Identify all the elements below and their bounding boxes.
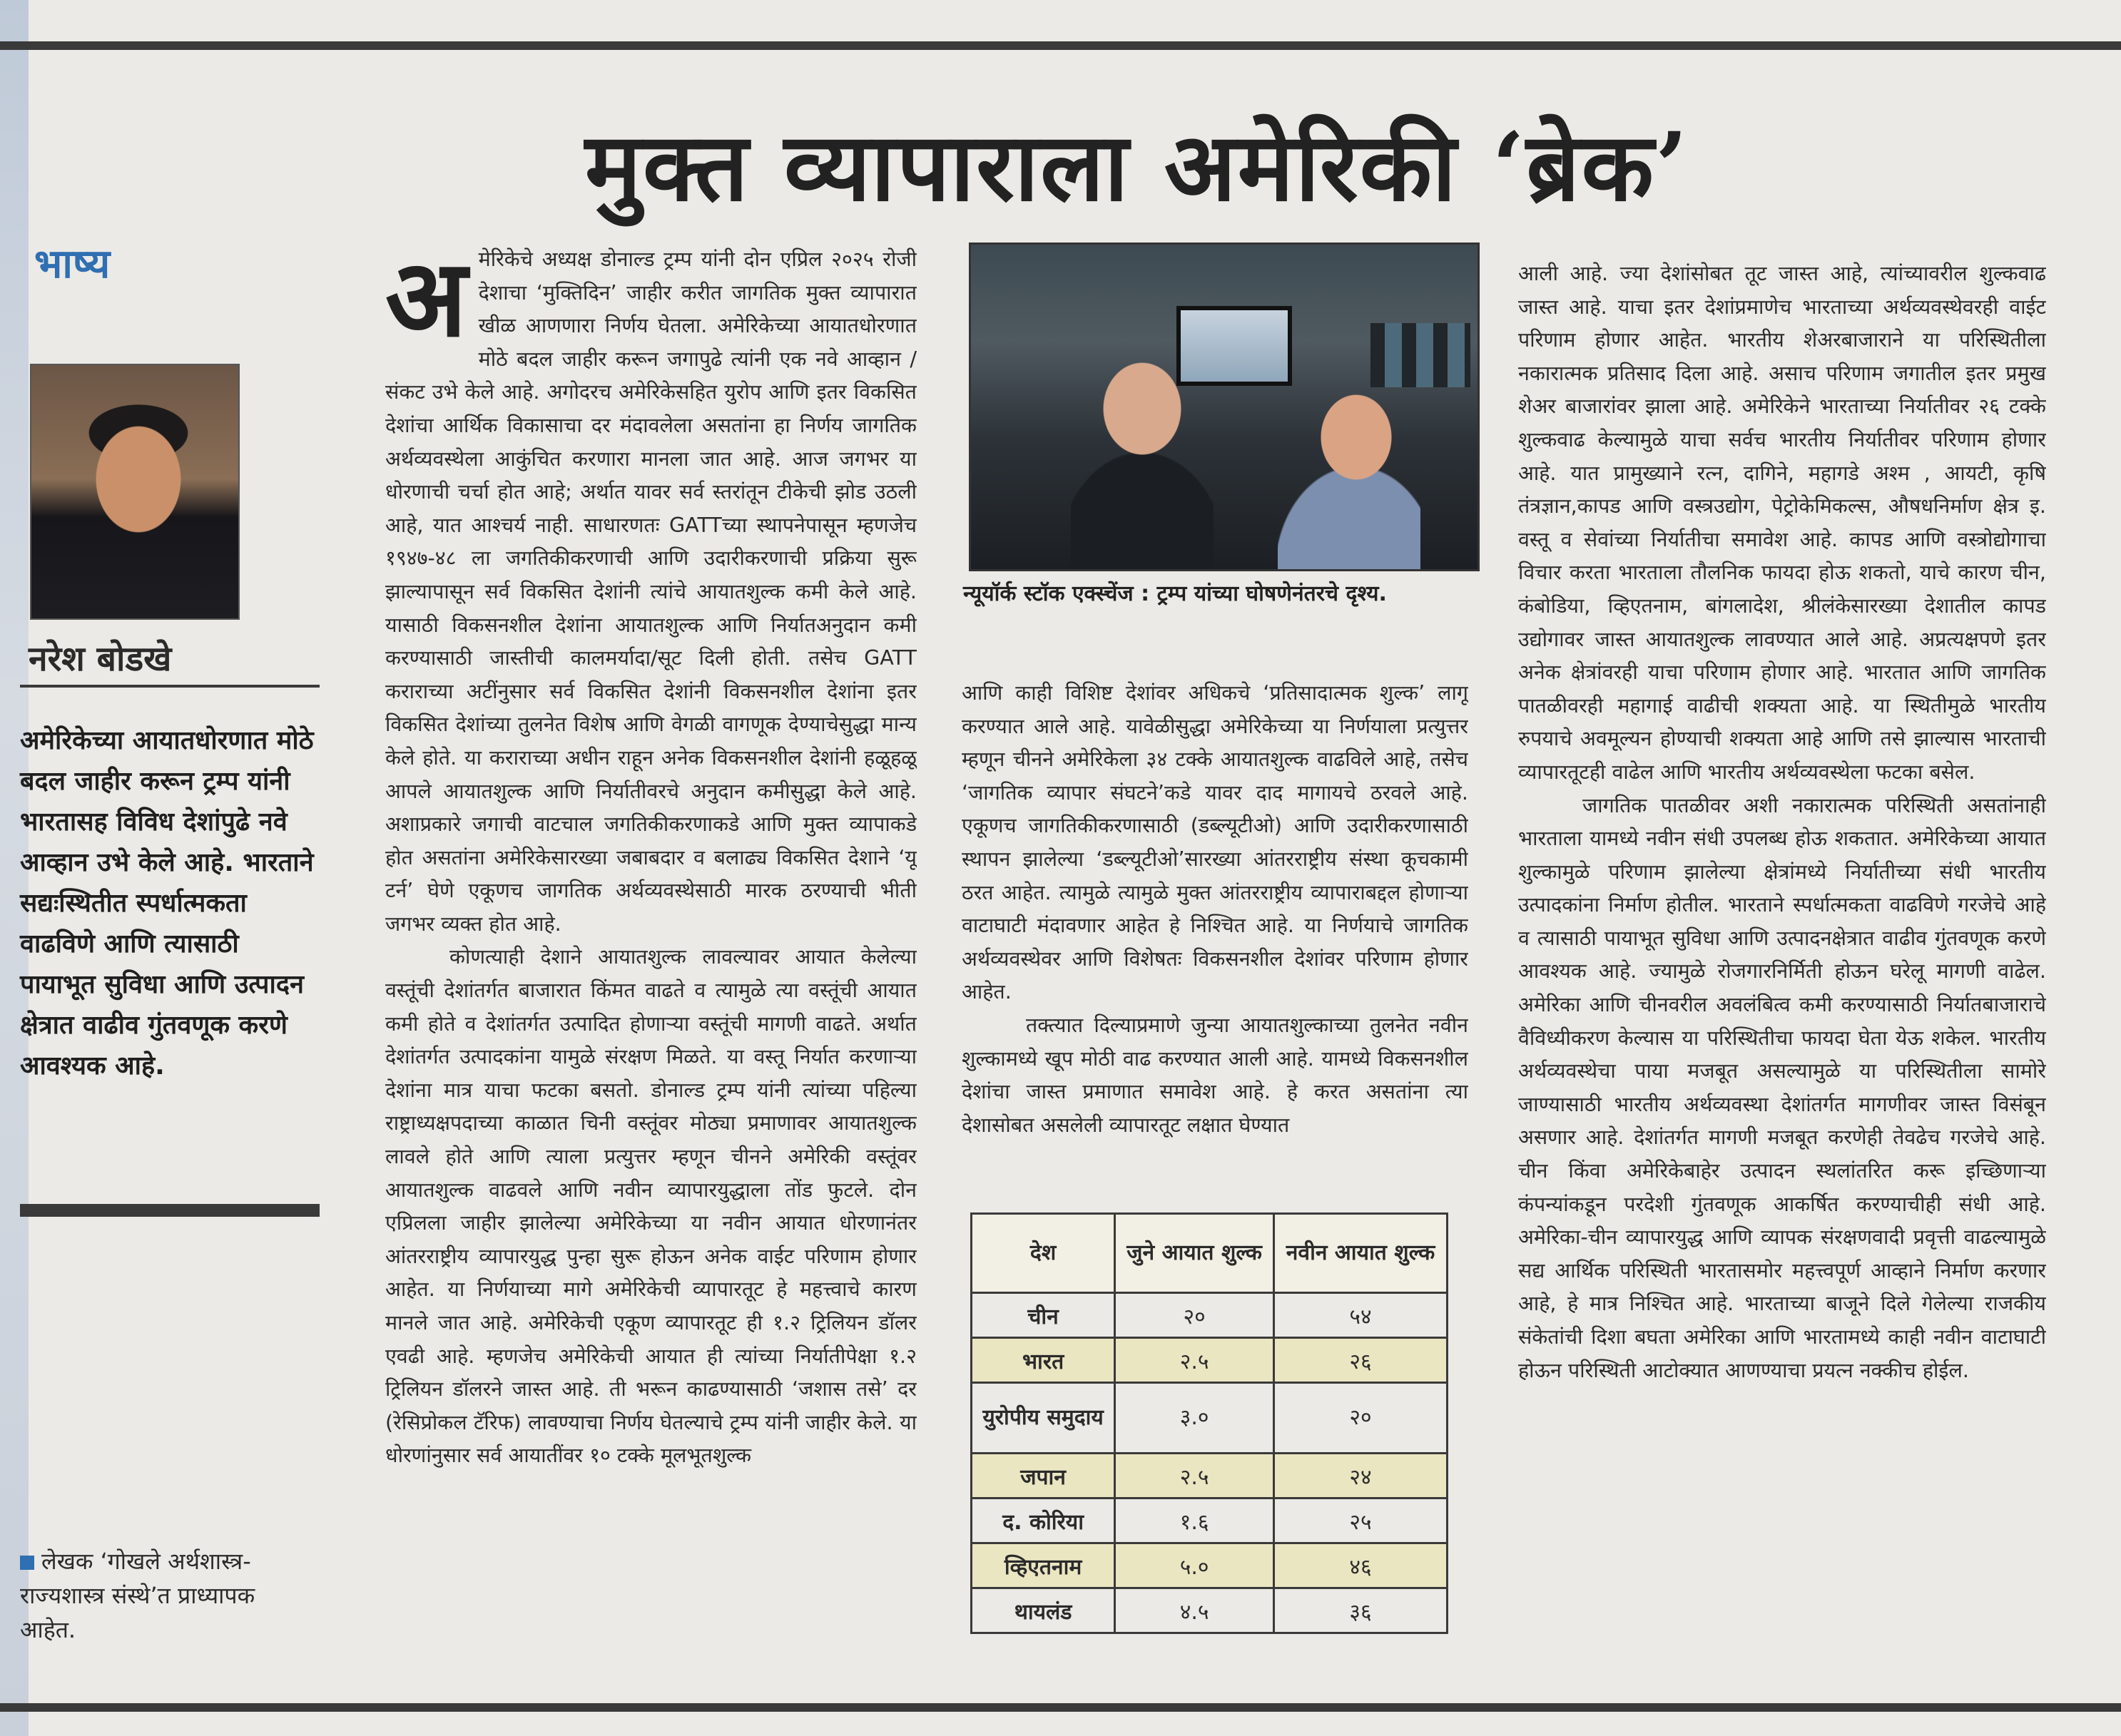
col2-paragraph-1: आणि काही विशिष्ट देशांवर अधिकचे ‘प्रतिसादात्मक शुल्क’ लागू करण्यात आले आहे. यावेळीसुद्धा अमेरिकेच्या या निर्णयाला प्रत्युत्तर म्हणून चीनने अमेरिकेला ३४ टक्के आयातशुल्क वाढविले आहे, तसेच ‘जागतिक व्यापार संघटने’कडे यावर दाद मागायचे ठरवले आहे. एकूणच जागतिकीकरणासाठी (डब्ल्यूटीओ) आणि उदारीकरणासाठी स्थापन झालेल्या ‘डब्ल्यूटीओ’सारख्या आंतरराष्ट्रीय संस्था कूचकामी ठरत आहेत. त्यामुळे त्यामुळे मुक्त आंतरराष्ट्रीय व्यापाराबद्दल होणाऱ्या वाटाघाटी मंदावणार आहेत हे निश्चित आहे. या निर्णयाचे जागतिक अर्थव्यवस्थेवर आणि विशेषतः विकसनशील देशांवर परिणाम होणार आहेत.: [962, 680, 1468, 1004]
header-new-tariff: नवीन आयात शुल्क: [1274, 1214, 1448, 1293]
header-old-tariff: जुने आयात शुल्क: [1115, 1214, 1274, 1293]
stock-exchange-photo: [969, 242, 1480, 571]
cell-country: द. कोरिया: [972, 1498, 1115, 1543]
cell-old: २.५: [1115, 1454, 1274, 1498]
bullet-square-icon: [20, 1556, 34, 1570]
top-rule: [0, 41, 2121, 50]
article-column-1: [385, 242, 917, 1690]
cell-new: २५: [1274, 1498, 1448, 1543]
author-divider: [20, 685, 320, 688]
cell-country: जपान: [972, 1454, 1115, 1498]
table-row: [972, 1293, 1448, 1338]
section-label: भाष्य: [34, 241, 111, 287]
table-row: [972, 1543, 1448, 1588]
cell-country: व्हिएतनाम: [972, 1543, 1115, 1588]
bottom-rule: [0, 1703, 2121, 1712]
article-column-2: [962, 676, 1468, 1175]
table-row: [972, 1454, 1448, 1498]
table-row: [972, 1383, 1448, 1454]
cell-old: २०: [1115, 1293, 1274, 1338]
col1-paragraph-1: मेरिकेचे अध्यक्ष डोनाल्ड ट्रम्प यांनी दोन एप्रिल २०२५ रोजी देशाचा ‘मुक्तिदिन’ जाहीर करीत जागतिक मुक्त व्यापारात खीळ आणणारा निर्णय घेतला. अमेरिकेच्या आयातधोरणात मोठे बदल जाहीर करून जगापुढे त्यांनी एक नवे आव्हान / संकट उभे केले आहे. अगोदरच अमेरिकेसहित युरोप आणि इतर विकसित देशांचा आर्थिक विकासाचा दर मंदावलेला असतांना हा निर्णय जागतिक अर्थव्यवस्थेला आकुंचित करणारा मानला जात आहे. आज जगभर या धोरणाची चर्चा होत आहे; अर्थात यावर सर्व स्तरांतून टीकेची झोड उठली आहे, यात आश्चर्य नाही. साधारणतः GATTच्या स्थापनेपासून म्हणजेच १९४७-४८ ला जगतिकीकरणाची आणि उदारीकरणाची प्रक्रिया सुरू झाल्यापासून सर्व विकसित देशांनी त्यांचे आयातशुल्क कमी केले आहे. यासाठी विकसनशील देशांना आयातशुल्क आणि निर्यातअनुदान कमी करण्यासाठी जास्तीची कालमर्यादा/सूट दिली होती. तसेच GATT कराराच्या अटींनुसार सर्व विकसित देशांनी विकसनशील देशांना इतर विकसित देशांच्या तुलनेत विशेष आणि वेगळी वागणूक देण्याचेसुद्धा मान्य केले होते. या कराराच्या अधीन राहून अनेक विकसनशील देशांनी हळूहळू आपले आयातशुल्क आणि निर्यातीवरचे अनुदान कमीसुद्धा केले आहे. अशाप्रकारे जगाची वाटचाल जगतिकीकरणाकडे आणि मुक्त व्यापाकडे होत असतांना अमेरिकेसारख्या जबाबदार व बलाढ्य विकसित देशाने ‘यू टर्न’ घेणे एकूणच जागतिक अर्थव्यवस्थेसाठी मारक ठरण्याची भीती जगभर व्यक्त होत आहे.: [385, 247, 917, 936]
cell-new: ४६: [1274, 1543, 1448, 1588]
cell-old: ५.०: [1115, 1543, 1274, 1588]
quote-divider: [20, 1204, 320, 1217]
header-country: देश: [972, 1214, 1115, 1293]
cell-old: ३.०: [1115, 1383, 1274, 1454]
cell-country: युरोपीय समुदाय: [972, 1383, 1115, 1454]
tariff-table-container: [970, 1212, 1448, 1634]
trading-screens-image: [1370, 323, 1470, 387]
cell-old: २.५: [1115, 1338, 1274, 1383]
cell-new: २०: [1274, 1383, 1448, 1454]
cell-new: ३६: [1274, 1588, 1448, 1633]
table-row: [972, 1588, 1448, 1633]
table-row: [972, 1498, 1448, 1543]
cell-new: २४: [1274, 1454, 1448, 1498]
tariff-table: [970, 1212, 1448, 1634]
trader-figure-2: [1278, 387, 1420, 569]
author-note: [20, 1544, 305, 1647]
col3-paragraph-1: आली आहे. ज्या देशांसोबत तूट जास्त आहे, त्यांच्यावरील शुल्कवाढ जास्त आहे. याचा इतर देशांप्रमाणेच भारताच्या अर्थव्यवस्थेवरही वाईट परिणाम होणार आहेत. भारतीय शेअरबाजाराने या परिस्थितीला नकारात्मक प्रतिसाद दिला आहे. असाच परिणाम जगातील इतर प्रमुख शेअर बाजारांवर झाला आहे. अमेरिकेने भारताच्या निर्यातीवर २६ टक्के शुल्कवाढ केल्यामुळे याचा सर्वच भारतीय निर्यातीवर परिणाम होणार आहे. यात प्रामुख्याने रत्न, दागिने, महागडे अश्म , आयटी, कृषि तंत्रज्ञान,कापड आणि वस्त्रउद्योग, पेट्रोकेमिकल्स, औषधनिर्माण क्षेत्र इ. वस्तू व सेवांच्या निर्यातीचा समावेश आहे. कापड आणि वस्त्रोद्योगाचा विचार करता भारताला तौलनिक फायदा होऊ शकतो, याचे कारण चीन, कंबोडिया, व्हिएतनाम, बांगलादेश, श्रीलंकेसारख्या देशातील कापड उद्योगावर जास्त आयातशुल्क लावण्यात आले आहे. अप्रत्यक्षपणे इतर अनेक क्षेत्रांवरही याचा परिणाम होणार आहे. भारतात आणि जागतिक पातळीवरही महागाई वाढीची शक्यता आहे. या स्थितीमुळे भारतीय रुपयाचे अवमूल्यन होण्याची शक्यता आहे आणि तसे झाल्यास भारताची व्यापारतूटही वाढेल आणि भारतीय अर्थव्यवस्थेला फटका बसेल.: [1518, 261, 2046, 784]
col1-paragraph-2: कोणत्याही देशाने आयातशुल्क लावल्यावर आयात केलेल्या वस्तूंची देशांतर्गत बाजारात किंमत वाढते व त्यामुळे त्या वस्तूंची आयात कमी होते व देशांतर्गत उत्पादित होणाऱ्या वस्तूंची मागणी वाढते. अर्थात देशांतर्गत उत्पादकांना यामुळे संरक्षण मिळते. या वस्तू निर्यात करणाऱ्या देशांना मात्र याचा फटका बसतो. डोनाल्ड ट्रम्प यांनी त्यांच्या पहिल्या राष्ट्राध्यक्षपदाच्या काळात चिनी वस्तूंवर मोठ्या प्रमाणावर आयातशुल्क लावले होते आणि त्याला प्रत्युत्तर म्हणून चीनने अमेरिकी वस्तूंवर आयातशुल्क वाढवले आणि नवीन व्यापारयुद्धाला तोंड फुटले. दोन एप्रिलला जाहीर झालेल्या अमेरिकेच्या या नवीन आयात धोरणानंतर आंतरराष्ट्रीय व्यापारयुद्ध पुन्हा सुरू होऊन अनेक वाईट परिणाम होणार आहेत. या निर्णयाच्या मागे अमेरिकेची व्यापारतूट हे महत्त्वाचे कारण मानले जात आहे. अमेरिकेची एकूण व्यापारतूट ही १.२ ट्रिलियन डॉलर एवढी आहे. म्हणजेच अमेरिकेची आयात ही त्यांच्या निर्यातीपेक्षा १.२ ट्रिलियन डॉलरने जास्त आहे. ती भरून काढण्यासाठी ‘जशास तसे’ दर (रेसिप्रोकल टॅरिफ) लावण्याचा निर्णय घेतल्याचे ट्रम्प यांनी जाहीर केले. या धोरणांनुसार सर्व आयातींवर १० टक्के मूलभूतशुल्क: [385, 944, 917, 1468]
trader-figure-1: [1071, 352, 1214, 569]
headline: मुक्त व्यापाराला अमेरिकी ‘ब्रेक’: [585, 112, 1689, 223]
pull-quote: अमेरिकेच्या आयातधोरणात मोठे बदल जाहीर करून ट्रम्प यांनी भारतासह विविध देशांपुढे नवे आव्हान उभे केले आहे. भारताने सद्यःस्थितीत स्पर्धात्मकता वाढविणे आणि त्यासाठी पायाभूत सुविधा आणि उत्पादन क्षेत्रात वाढीव गुंतवणूक करणे आवश्यक आहे.: [20, 726, 314, 1081]
cell-new: ५४: [1274, 1293, 1448, 1338]
article-column-3: [1518, 257, 2046, 1683]
cell-old: १.६: [1115, 1498, 1274, 1543]
table-row: [972, 1338, 1448, 1383]
drop-cap: अ: [385, 242, 467, 361]
cell-country: थायलंड: [972, 1588, 1115, 1633]
cell-country: चीन: [972, 1293, 1115, 1338]
table-header-row: [972, 1214, 1448, 1293]
author-name: नरेश बोडखे: [29, 639, 172, 679]
cell-old: ४.५: [1115, 1588, 1274, 1633]
col2-paragraph-2: तक्त्यात दिल्याप्रमाणे जुन्या आयातशुल्काच्या तुलनेत नवीन शुल्कामध्ये खूप मोठी वाढ करण्यात आली आहे. यामध्ये विकसनशील देशांचा जास्त प्रमाणात समावेश आहे. हे करत असतांना त्या देशासोबत असलेली व्यापारतूट लक्षात घेण्यात: [962, 1012, 1468, 1137]
cell-country: भारत: [972, 1338, 1115, 1383]
author-photo: [30, 364, 240, 620]
author-note-text: लेखक ‘गोखले अर्थशास्त्र-राज्यशास्त्र संस्थे’त प्राध्यापक आहेत.: [20, 1548, 255, 1643]
cell-new: २६: [1274, 1338, 1448, 1383]
photo-caption: न्यूयॉर्क स्टॉक एक्स्चेंज : ट्रम्प यांच्या घोषणेनंतरचे दृश्य.: [963, 581, 1387, 606]
col3-paragraph-2: जागतिक पातळीवर अशी नकारात्मक परिस्थिती असतांनाही भारताला यामध्ये नवीन संधी उपलब्ध होऊ शकतात. अमेरिकेच्या आयात शुल्कामुळे परिणाम झालेल्या क्षेत्रांमध्ये निर्यातीच्या संधी भारतीय उत्पादकांना निर्माण होतील. भारताने स्पर्धात्मकता वाढविणे गरजेचे आहे व त्यासाठी पायाभूत सुविधा आणि उत्पादनक्षेत्रात वाढीव गुंतवणूक करणे आवश्यक आहे. ज्यामुळे रोजगारनिर्मिती होऊन घरेलू मागणी वाढेल. अमेरिका आणि चीनवरील अवलंबित्व कमी करण्यासाठी निर्यातबाजाराचे वैविध्यीकरण केल्यास या परिस्थितीचा फायदा घेता येऊ शकेल. भारतीय अर्थव्यवस्थेचा पाया मजबूत असल्यामुळे या परिस्थितीला सामोरे जाण्यासाठी भारतीय अर्थव्यवस्था देशांतर्गत मागणीवर जास्त विसंबून असणार आहे. देशांतर्गत मागणी मजबूत करणेही तेवढेच गरजेचे आहे. चीन किंवा अमेरिकेबाहेर उत्पादन स्थलांतरित करू इच्छिणाऱ्या कंपन्यांकडून परदेशी गुंतवणूक आकर्षित करण्याचीही संधी आहे. अमेरिका-चीन व्यापारयुद्ध आणि व्यापक संरक्षणवादी प्रवृत्ती वाढल्यामुळे सद्य आर्थिक परिस्थिती भारतासमोर महत्त्वपूर्ण आव्हाने निर्माण करणार आहे, हे मात्र निश्चित आहे. भारताच्या बाजूने दिले गेलेल्या राजकीय संकेतांची दिशा बघता अमेरिका आणि भारतामध्ये काही नवीन वाटाघाटी होऊन परिस्थिती आटोक्यात आणण्याचा प्रयत्न नक्कीच होईल.: [1518, 792, 2046, 1382]
